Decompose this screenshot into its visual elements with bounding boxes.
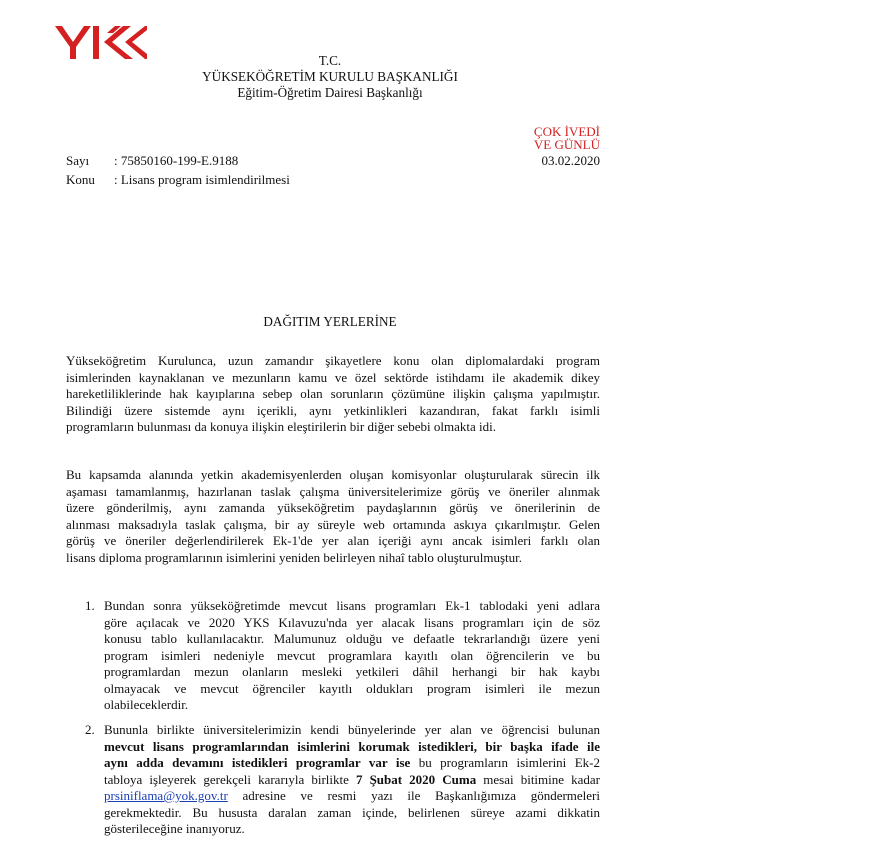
list-text: mesai bitimine kadar	[476, 771, 600, 787]
paragraph-line: lisans diploma programlarının isimlerini yeniden belirleyen nihaî tablo oluşturulmuştur.	[66, 549, 523, 565]
list-text: bu programların isimlerini Ek-2	[410, 755, 600, 770]
paragraph-line: Bu kapsamda alanında yetkin akademisyenlerden oluşan komisyonlar oluşturularak sürecin ilk	[66, 467, 600, 482]
list-line: programlardan mezun olanların mesleki yetkileri dâhil herhangi bir hak kaybı	[104, 664, 600, 679]
document-date: 03.02.2020	[541, 153, 600, 168]
sayi-row	[66, 153, 238, 168]
urgency-line-2: VE GÜNLÜ	[533, 136, 600, 152]
list-item-2	[85, 722, 600, 838]
list-line: program isimleri nedeniyle mevcut programlara kayıtlı olan öğrencilerin ve bu	[104, 647, 600, 663]
sayi-label: Sayı	[66, 153, 90, 168]
konu-row	[66, 172, 290, 187]
bold-text: mevcut lisans programlarından isimlerini korumak istedikleri, bir başka ifade ile	[104, 738, 600, 754]
paragraph-line: Yükseköğretim Kurulunca, uzun zamandır şikayetlere konu olan diplomalardaki program	[66, 353, 600, 368]
list-text: adresine ve resmi yazı ile Başkanlığımıza göndermeleri	[227, 788, 600, 803]
konu-value: : Lisans program isimlendirilmesi	[114, 172, 290, 187]
list-item-1	[85, 598, 600, 714]
konu-label: Konu	[66, 172, 95, 187]
paragraph-line: isimlerinden kaynaklanan ve mezunların kamu ve özel sektörde istihdamı ile akademik dikey	[66, 369, 600, 385]
list-line	[104, 772, 600, 789]
list-line: Bundan sonra yükseköğretimde mevcut lisans programları Ek-1 tablodaki yeni adlara	[104, 598, 600, 613]
list-line: göre açılacak ve 2020 YKS Kılavuzu'nda yer alacak lisans programları için de söz	[104, 614, 600, 630]
header-tc: T.C.	[318, 53, 342, 68]
list-text: tabloya işleyerek gerekçeli kararıyla birlikte	[104, 771, 356, 787]
list-line	[104, 739, 600, 756]
urgency-line-1: ÇOK İVEDİ	[533, 124, 600, 139]
list-line: Bununla birlikte üniversitelerimizin kendi bünyelerinde yer alan ve öğrencisi bulunan	[104, 722, 600, 737]
salutation: DAĞITIM YERLERİNE	[263, 314, 397, 329]
paragraph-line: Bilindiği üzere sistemde aynı içerikli, aynı yetkinlikleri kazandıran, fakat farklı isimli	[66, 402, 600, 418]
sayi-value: : 75850160-199-E.9188	[114, 153, 239, 168]
paragraph-1	[66, 353, 600, 436]
list-line: olmayacak ve mevcut öğrenciler kayıtlı oldukları program isimleri ile mezun	[104, 680, 600, 696]
paragraph-line: görüş ve öneriler değerlendirilerek Ek-1'de yer alan içeriği aynı ancak isimleri farklı olan	[66, 533, 600, 548]
header-institution: YÜKSEKÖĞRETİM KURULU BAŞKANLIĞI	[202, 69, 458, 84]
email-link[interactable]: prsiniflama@yok.gov.tr	[104, 788, 228, 803]
list-number: 1.	[85, 598, 95, 613]
list-line: konusu tablo kullanılacaktır. Malumunuz olduğu ve defaatle tekrarlandığı üzere yeni	[104, 631, 600, 646]
urgency-stamp	[534, 126, 600, 151]
list-line	[104, 788, 600, 805]
bold-text: aynı adda devamını istedikleri programlar var ise	[104, 755, 411, 770]
list-line: olabileceklerdir.	[104, 697, 189, 712]
deadline-date: 7 Şubat 2020 Cuma	[355, 771, 477, 787]
list-line	[104, 755, 600, 772]
list-number: 2.	[85, 722, 95, 737]
paragraph-line: alınması maksadıyla taslak çalışma, bir ay süreyle web ortamında askıya çıkarılmıştır. Gelen	[66, 516, 600, 532]
paragraph-line: üzere gönderilmiş, aynı zamanda yükseköğretim paydaşlarının görüş ve önerilerinin de	[66, 500, 600, 515]
paragraph-2	[66, 467, 600, 566]
paragraph-line: aşaması tamamlanmış, hazırlanan taslak çalışma üniversitelerimize görüş ve öneriler alınmak	[66, 483, 600, 499]
header-department: Eğitim-Öğretim Dairesi Başkanlığı	[237, 85, 423, 100]
paragraph-line: programların bulunması da konuya ilişkin eleştirilerin bir diğer sebebi olmakta idi.	[66, 419, 496, 434]
list-line: gerekmektedir. Bu hususta daralan zaman içinde, belirlenen süreye azami dikkatin	[104, 804, 600, 820]
list-line: gösterileceğine inanıyoruz.	[104, 821, 245, 836]
paragraph-line: hareketliliklerinde hak kayıplarına sebep olan sorunların çözümüne ilişkin çalışma yapılmıştır.	[66, 386, 600, 401]
